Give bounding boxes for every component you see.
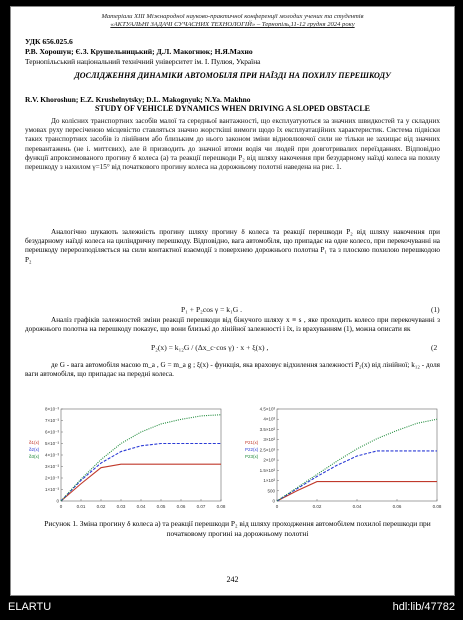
y-tick-label: 4×10⁻³ bbox=[44, 452, 59, 458]
page-number: 242 bbox=[226, 575, 239, 584]
formula-2: P₂(x) = k₁₂G / (Δx_c·cos γ) · x + ξ(x) , bbox=[151, 343, 269, 352]
legend-entry-1: δ1(x) bbox=[29, 439, 40, 445]
legend-entry-2: δ2(x) bbox=[29, 446, 40, 452]
legend-entry-3: δ3(x) bbox=[29, 453, 40, 459]
body-paragraph-4: де G - вага автомобіля масою m_a , G = m_a g ; ξ(x) - функція, яка враховує відхилення залежності P₂(x) від лінійної; k₁₂ - доля ваги автомобіля, що припадає на передні колеса. bbox=[25, 361, 440, 379]
x-tick-label: 0.08 bbox=[432, 504, 442, 509]
y-tick-label: 2×10⁻³ bbox=[44, 475, 59, 481]
series-line-2 bbox=[61, 444, 221, 502]
y-tick-label: 8×10⁻³ bbox=[44, 406, 59, 412]
x-tick-label: 0.06 bbox=[176, 504, 186, 509]
x-tick-label: 0.04 bbox=[136, 504, 146, 509]
x-tick-label: 0.03 bbox=[116, 504, 126, 509]
x-tick-label: 0 bbox=[275, 504, 279, 509]
legend-entry-1: P21(x) bbox=[245, 439, 259, 445]
series-line-2 bbox=[277, 451, 437, 501]
y-tick-label: 6×10⁻³ bbox=[44, 429, 59, 435]
footer-repository: ELARTU bbox=[8, 601, 52, 613]
body-paragraph-3: Аналіз графіків залежностей зміни реакції перешкоди від біжучого шляху x ≡ s , яке проходить колесо при перекочуванні з дорожнього полотна на перешкоду показує, що вони близькі до лінійної залежності і їх, із врахуванням (1), можна описати як bbox=[25, 316, 440, 334]
body-paragraph-3-block bbox=[25, 316, 440, 334]
header-line-2: «АКТУАЛЬНІ ЗАДАЧІ СУЧАСНИХ ТЕХНОЛОГІЙ» – Тернопіль,11-12 грудня 2024 року bbox=[110, 21, 355, 28]
y-tick-label: 1×10³ bbox=[263, 478, 275, 484]
body-paragraph-2-block bbox=[25, 228, 440, 265]
y-tick-label: 0 bbox=[272, 498, 275, 504]
y-tick-label: 7×10⁻³ bbox=[44, 418, 59, 423]
plot-frame bbox=[61, 409, 221, 501]
figure-caption: Рисунок 1. Зміна прогину δ колеса а) та реакції перешкоди P₂ від шляху проходження автомобілем похилої перешкоди при початковому прогині на дорожньому полотні bbox=[44, 519, 431, 538]
footer-handle: hdl:lib/47782 bbox=[392, 601, 455, 613]
x-tick-label: 0.02 bbox=[96, 504, 106, 509]
title-en: STUDY OF VEHICLE DYNAMICS WHEN DRIVING A SLOPED OBSTACLE bbox=[94, 104, 370, 113]
body-paragraph-2: Аналогічно шукають залежність прогину шляху прогину δ колеса та реакції перешкоди P₂ від шляху накочення при безударному наїзді колеса на циліндричну перешкоду. Відповідно, вага автомобіля, що припадає на одне колесо, при перекочуванні на перешкоду перерозподіляється на сили контактної взаємодії з поверхнею дорожнього полотна P₁ та з плоскою похилою перешкодою P₂ bbox=[25, 228, 440, 264]
legend-entry-2: P22(x) bbox=[245, 446, 259, 452]
y-tick-label: 500 bbox=[267, 488, 275, 494]
udk-code: УДК 656.025.6 bbox=[25, 37, 73, 46]
body-paragraph-1: До колісних транспортних засобів малої та середньої вантажності, що експлуатуються за значних швидкостей та у складних умовах руху пересіченою місцевістю ставляться значно жорсткіші вимоги щодо їх експлуатаційних характеристик. Система підвіски таких транспортних засобів із лінійним або близьким до нього законом зміни відновлюючої сили не тільки не захищає від значних перевантажень (не і. миттєвих), але й призводить до значної втоми водія чи людей при довготривалих переїзданнях. Відповідно функції апроксимованого прогину δ колеса (а) та реакції перешкоди P₂ від шляху накочення при безударному наїзді колеса на похилу перешкоду з нахилом γ=15° від початкового прогину колеса на дорожньому полотні наведена на рис. 1. bbox=[25, 117, 440, 172]
y-tick-label: 1×10⁻³ bbox=[44, 487, 59, 492]
x-tick-label: 0.05 bbox=[156, 504, 166, 509]
paper-page bbox=[10, 6, 455, 596]
y-tick-label: 0 bbox=[56, 498, 59, 504]
y-tick-label: 2×10³ bbox=[263, 457, 275, 463]
y-tick-label: 3.5×10³ bbox=[259, 426, 275, 432]
title-ua: ДОСЛІДЖЕННЯ ДИНАМІКИ АВТОМОБІЛЯ ПРИ НАЇЗДІ НА ПОХИЛУ ПЕРЕШКОДУ bbox=[74, 71, 391, 80]
y-tick-label: 5×10⁻³ bbox=[44, 441, 59, 446]
x-tick-label: 0.06 bbox=[392, 504, 402, 509]
y-tick-label: 1.5×10³ bbox=[259, 467, 275, 473]
body-paragraph-1-block bbox=[25, 117, 440, 172]
chart-obstacle-reaction bbox=[243, 403, 443, 515]
series-line-3 bbox=[61, 415, 221, 501]
x-tick-label: 0.02 bbox=[312, 504, 322, 509]
y-tick-label: 4×10³ bbox=[263, 416, 275, 422]
plot-frame bbox=[277, 409, 437, 501]
legend-entry-3: P23(x) bbox=[245, 453, 259, 459]
authors-en: R.V. Khoroshun; E.Z. Krushelnytsky; D.L. Makognyuk; N.Ya. Makhno bbox=[25, 95, 251, 104]
y-tick-label: 2.5×10³ bbox=[259, 447, 275, 453]
y-tick-label: 3×10³ bbox=[263, 437, 275, 443]
conference-header bbox=[25, 13, 440, 29]
formula-1: P₁ + P₂cos γ = k₁G . bbox=[181, 305, 243, 314]
body-paragraph-4-block bbox=[25, 361, 440, 379]
equation-number-2: (2 bbox=[431, 343, 438, 352]
affiliation: Тернопільський національний технічний університет ім. І. Пулюя, Україна bbox=[25, 57, 261, 66]
series-line-1 bbox=[61, 464, 221, 501]
x-tick-label: 0.04 bbox=[352, 504, 362, 509]
x-tick-label: 0.08 bbox=[216, 504, 226, 509]
x-tick-label: 0 bbox=[59, 504, 63, 509]
authors-ua: Р.В. Хорошун; Є.З. Крушельницький; Д.Л. Макогнюк; Н.Я.Махно bbox=[25, 47, 253, 56]
chart-deflection bbox=[27, 403, 227, 515]
x-tick-label: 0.07 bbox=[196, 504, 206, 509]
x-tick-label: 0.01 bbox=[76, 504, 86, 509]
equation-number-1: (1) bbox=[431, 305, 440, 314]
y-tick-label: 4.5×10³ bbox=[259, 406, 275, 412]
y-tick-label: 3×10⁻³ bbox=[44, 464, 59, 469]
header-line-1: Матеріали XIII Міжнародної науково-практичної конференції молодих учених та студентів bbox=[101, 13, 364, 20]
